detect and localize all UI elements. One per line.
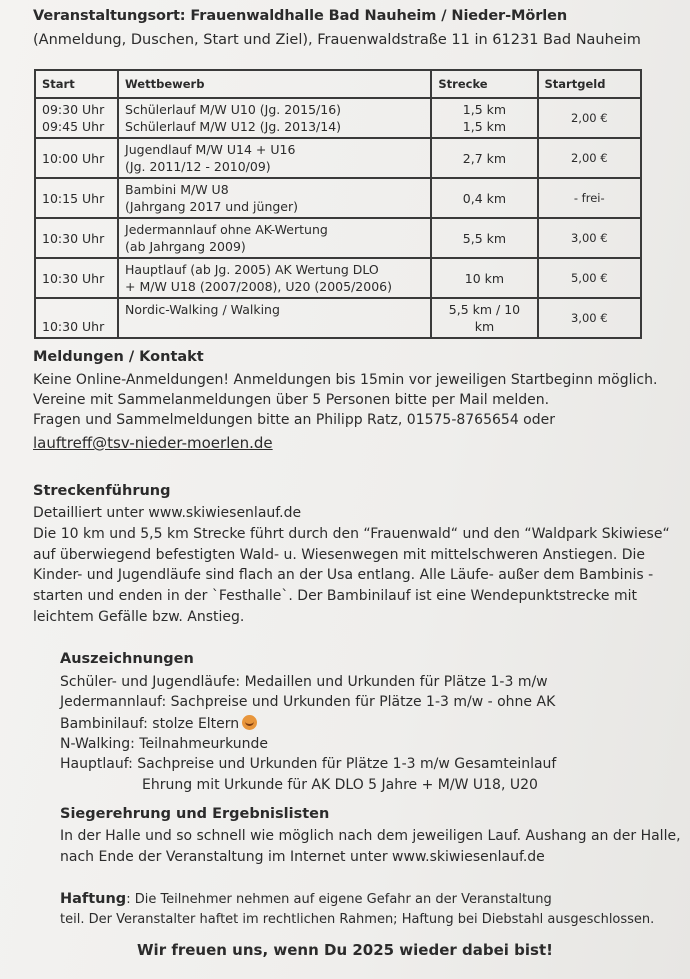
fee-cell: 3,00 € [538, 218, 641, 258]
distance-cell: 5,5 km / 10 km [431, 298, 537, 338]
route-line: Detailliert unter www.skiwiesenlauf.de [33, 505, 302, 521]
table-row [35, 218, 641, 258]
competition-cell: Bambini M/W U8 (Jahrgang 2017 und jünger) [118, 178, 431, 218]
venue-subtitle: (Anmeldung, Duschen, Start und Ziel), Frauenwaldstraße 11 in 61231 Bad Nauheim [33, 32, 641, 48]
results-line: In der Halle und so schnell wie möglich nach dem jeweiligen Lauf. Aushang an der Halle, [60, 828, 681, 844]
liability-line: Haftung: Die Teilnehmer nehmen auf eigene Gefahr an der Veranstaltung [60, 891, 552, 907]
table-row [35, 258, 641, 298]
closing-message: Wir freuen uns, wenn Du 2025 wieder dabei bist! [137, 941, 553, 959]
route-line: Kinder- und Jugendläufe sind flach an der Usa entlang. Alle Läufe- außer dem Bambinis - [33, 567, 654, 583]
events-table [34, 69, 642, 339]
distance-cell: 5,5 km [431, 218, 537, 258]
contact-email-link[interactable]: lauftreff@tsv-nieder-moerlen.de [33, 434, 273, 452]
contact-line: Vereine mit Sammelanmeldungen über 5 Personen bitte per Mail melden. [33, 392, 550, 408]
awards-line: Jedermannlauf: Sachpreise und Urkunden für Plätze 1-3 m/w - ohne AK [60, 694, 556, 710]
start-cell: 10:30 Uhr [35, 298, 118, 338]
header-competition: Wettbewerb [118, 70, 431, 98]
header-fee: Startgeld [538, 70, 641, 98]
table-header-row [35, 70, 641, 98]
awards-line: Ehrung mit Urkunde für AK DLO 5 Jahre + M/W U18, U20 [142, 777, 538, 793]
distance-cell: 1,5 km 1,5 km [431, 98, 537, 138]
contact-line: Keine Online-Anmeldungen! Anmeldungen bis 15min vor jeweiligen Startbeginn möglich. [33, 372, 658, 388]
results-line: nach Ende der Veranstaltung im Internet unter www.skiwiesenlauf.de [60, 849, 545, 865]
start-cell: 10:30 Uhr [35, 218, 118, 258]
route-line: starten und enden in der `Festhalle`. Der Bambinilauf ist eine Wendepunktstrecke mit [33, 588, 637, 604]
contact-line: Fragen und Sammelmeldungen bitte an Philipp Ratz, 01575-8765654 oder [33, 412, 555, 428]
awards-line: N-Walking: Teilnahmeurkunde [60, 736, 268, 752]
start-cell: 10:30 Uhr [35, 258, 118, 298]
competition-cell: Hauptlauf (ab Jg. 2005) AK Wertung DLO + M/W U18 (2007/2008), U20 (2005/2006) [118, 258, 431, 298]
venue-title: Veranstaltungsort: Frauenwaldhalle Bad Nauheim / Nieder-Mörlen [33, 8, 568, 24]
competition-cell: Nordic-Walking / Walking [118, 298, 431, 338]
results-heading: Siegerehrung und Ergebnislisten [60, 806, 330, 822]
contact-heading: Meldungen / Kontakt [33, 349, 204, 365]
fee-cell: 3,00 € [538, 298, 641, 338]
competition-cell: Jedermannlauf ohne AK-Wertung (ab Jahrgang 2009) [118, 218, 431, 258]
distance-cell: 10 km [431, 258, 537, 298]
distance-cell: 2,7 km [431, 138, 537, 178]
awards-line: Schüler- und Jugendläufe: Medaillen und Urkunden für Plätze 1-3 m/w [60, 674, 548, 690]
table-row [35, 298, 641, 338]
competition-cell: Schülerlauf M/W U10 (Jg. 2015/16) Schülerlauf M/W U12 (Jg. 2013/14) [118, 98, 431, 138]
fee-cell: 2,00 € [538, 138, 641, 178]
table-row [35, 178, 641, 218]
route-line: auf überwiegend befestigten Wald- u. Wiesenwegen mit mittelschweren Anstiegen. Die [33, 547, 646, 563]
header-distance: Strecke [431, 70, 537, 98]
route-line: Die 10 km und 5,5 km Strecke führt durch den “Frauenwald“ und den “Waldpark Skiwiese“ [33, 526, 670, 542]
smiling-face-icon [242, 715, 257, 730]
fee-cell: 5,00 € [538, 258, 641, 298]
distance-cell: 0,4 km [431, 178, 537, 218]
awards-heading: Auszeichnungen [60, 651, 194, 667]
competition-cell: Jugendlauf M/W U14 + U16 (Jg. 2011/12 - 2010/09) [118, 138, 431, 178]
table-row [35, 98, 641, 138]
liability-line: teil. Der Veranstalter haftet im rechtlichen Rahmen; Haftung bei Diebstahl ausgeschlossen. [60, 912, 655, 927]
start-cell: 10:15 Uhr [35, 178, 118, 218]
awards-line: Hauptlauf: Sachpreise und Urkunden für Plätze 1-3 m/w Gesamteinlauf [60, 756, 557, 772]
header-start: Start [35, 70, 118, 98]
table-row [35, 138, 641, 178]
start-cell: 09:30 Uhr 09:45 Uhr [35, 98, 118, 138]
awards-line: Bambinilauf: stolze Eltern [60, 715, 257, 732]
route-line: leichtem Gefälle bzw. Anstieg. [33, 609, 245, 625]
fee-cell: 2,00 € [538, 98, 641, 138]
start-cell: 10:00 Uhr [35, 138, 118, 178]
route-heading: Streckenführung [33, 483, 171, 499]
fee-cell: - frei- [538, 178, 641, 218]
